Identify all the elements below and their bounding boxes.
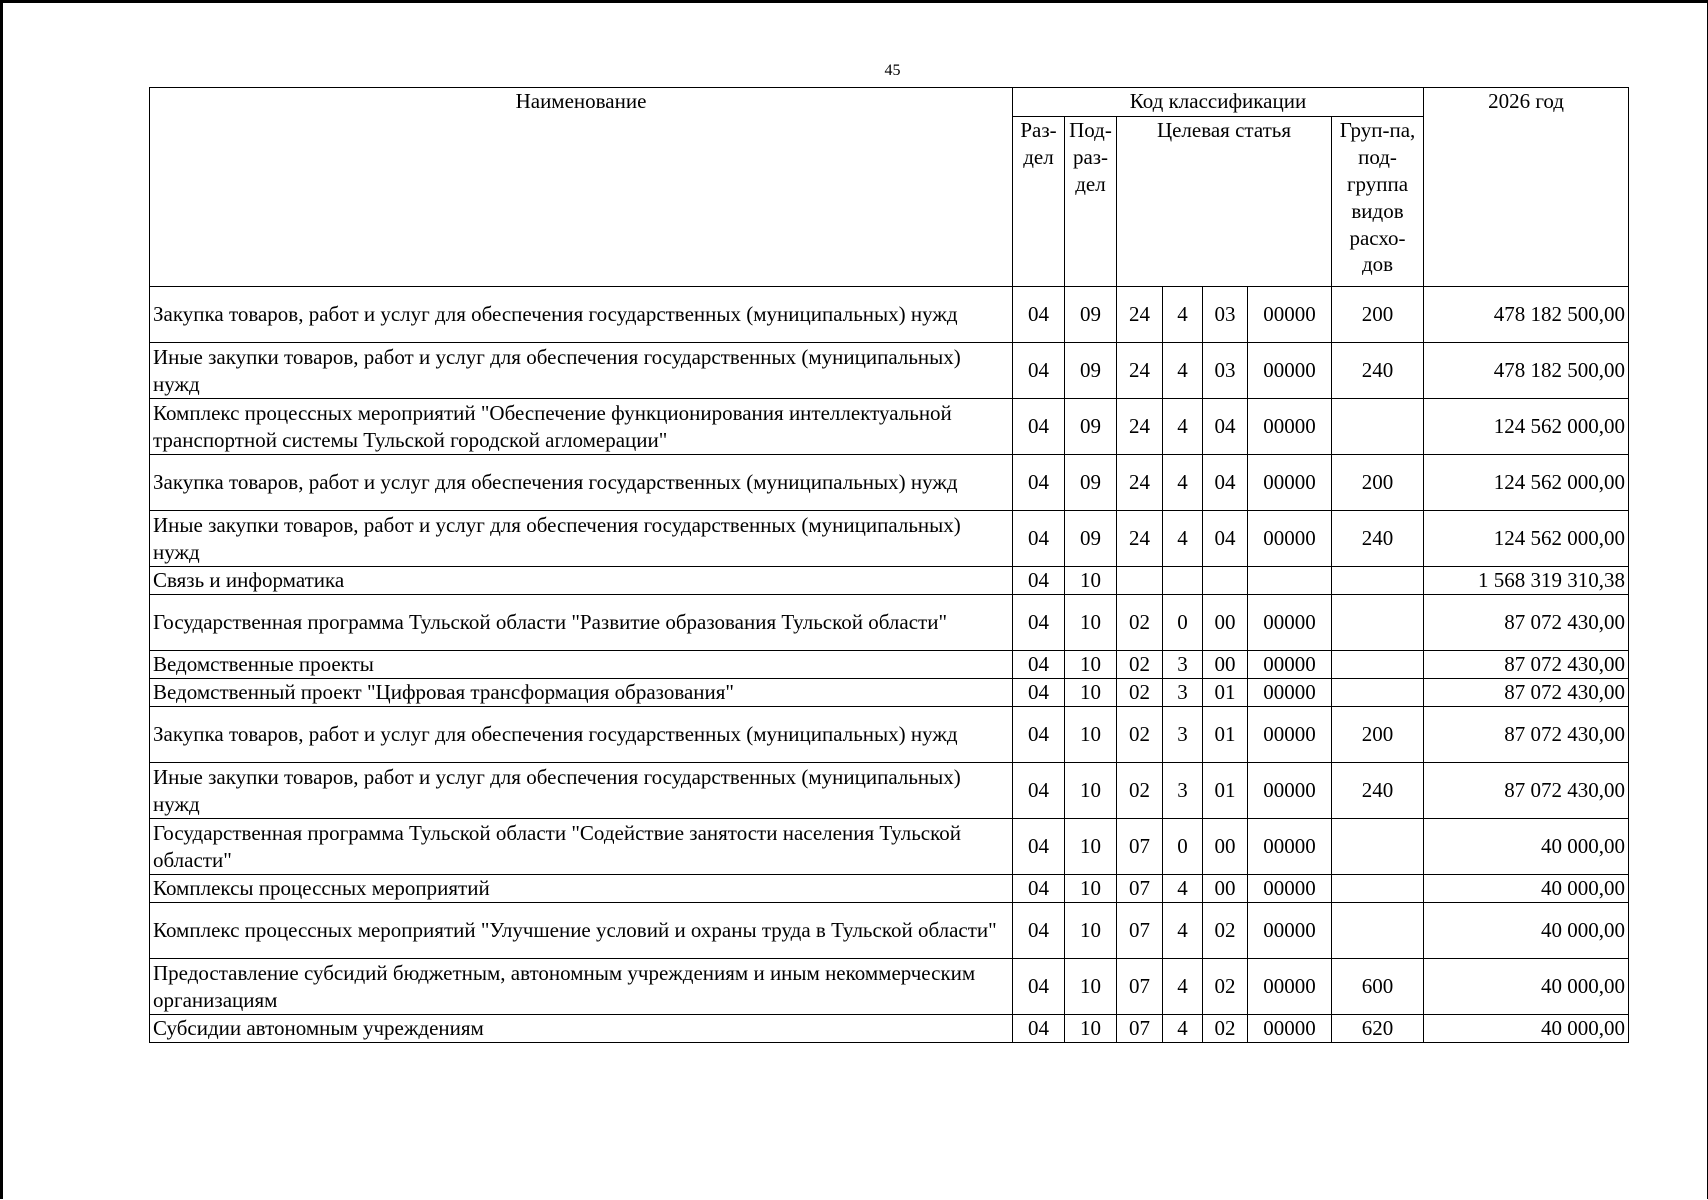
header-razdel: Раз-дел: [1013, 117, 1065, 287]
table-row: [150, 651, 1629, 679]
row-razdel: 04: [1013, 1015, 1065, 1043]
row-target-type: 4: [1163, 1015, 1203, 1043]
row-target-type: 0: [1163, 595, 1203, 651]
row-target-direction: 00000: [1248, 679, 1332, 707]
row-expense-group: 240: [1332, 511, 1424, 567]
row-name: Субсидии автономным учреждениям: [150, 1015, 1013, 1043]
header-code-classification: Код классификации: [1013, 88, 1424, 117]
row-razdel: 04: [1013, 287, 1065, 343]
row-amount: 87 072 430,00: [1424, 707, 1629, 763]
header-target-article: Целевая статья: [1117, 117, 1332, 287]
row-podrazdel: 09: [1065, 399, 1117, 455]
row-target-subprogram: [1203, 567, 1248, 595]
table-row: [150, 595, 1629, 651]
row-target-subprogram: 00: [1203, 875, 1248, 903]
table-row: [150, 1015, 1629, 1043]
row-name: Закупка товаров, работ и услуг для обеспечения государственных (муниципальных) нужд: [150, 455, 1013, 511]
table-header: [150, 88, 1629, 287]
row-expense-group: [1332, 819, 1424, 875]
row-amount: 40 000,00: [1424, 959, 1629, 1015]
row-target-program: 02: [1117, 763, 1163, 819]
row-target-program: 02: [1117, 651, 1163, 679]
row-target-direction: 00000: [1248, 399, 1332, 455]
row-target-program: 02: [1117, 595, 1163, 651]
row-amount: 87 072 430,00: [1424, 651, 1629, 679]
row-razdel: 04: [1013, 343, 1065, 399]
row-target-direction: 00000: [1248, 595, 1332, 651]
row-expense-group: [1332, 651, 1424, 679]
row-amount: 124 562 000,00: [1424, 511, 1629, 567]
row-name: Иные закупки товаров, работ и услуг для обеспечения государственных (муниципальных) нужд: [150, 511, 1013, 567]
row-target-type: 4: [1163, 455, 1203, 511]
header-name: Наименование: [150, 88, 1013, 287]
row-expense-group: 200: [1332, 455, 1424, 511]
row-amount: 40 000,00: [1424, 1015, 1629, 1043]
header-podrazdel: Под-раз-дел: [1065, 117, 1117, 287]
row-target-type: 4: [1163, 875, 1203, 903]
row-name: Государственная программа Тульской области "Содействие занятости населения Тульской области": [150, 819, 1013, 875]
row-target-type: 4: [1163, 399, 1203, 455]
row-target-program: 24: [1117, 455, 1163, 511]
table-row: [150, 875, 1629, 903]
row-target-direction: 00000: [1248, 959, 1332, 1015]
row-expense-group: [1332, 903, 1424, 959]
row-target-direction: 00000: [1248, 903, 1332, 959]
row-amount: 87 072 430,00: [1424, 763, 1629, 819]
row-target-program: 07: [1117, 819, 1163, 875]
row-target-program: 24: [1117, 399, 1163, 455]
row-target-program: 02: [1117, 679, 1163, 707]
row-target-subprogram: 02: [1203, 959, 1248, 1015]
row-amount: 478 182 500,00: [1424, 343, 1629, 399]
row-expense-group: [1332, 399, 1424, 455]
row-target-type: 4: [1163, 511, 1203, 567]
header-year: 2026 год: [1424, 88, 1629, 287]
row-razdel: 04: [1013, 651, 1065, 679]
table-row: [150, 567, 1629, 595]
row-target-direction: 00000: [1248, 875, 1332, 903]
row-target-subprogram: 04: [1203, 399, 1248, 455]
row-target-type: 3: [1163, 707, 1203, 763]
row-razdel: 04: [1013, 567, 1065, 595]
row-target-subprogram: 04: [1203, 511, 1248, 567]
page-number: 45: [884, 62, 901, 79]
row-expense-group: 240: [1332, 763, 1424, 819]
row-amount: 1 568 319 310,38: [1424, 567, 1629, 595]
row-podrazdel: 09: [1065, 287, 1117, 343]
row-razdel: 04: [1013, 455, 1065, 511]
table-row: [150, 903, 1629, 959]
row-target-program: 07: [1117, 903, 1163, 959]
row-target-direction: 00000: [1248, 511, 1332, 567]
row-target-direction: 00000: [1248, 651, 1332, 679]
row-target-subprogram: 01: [1203, 679, 1248, 707]
row-amount: 124 562 000,00: [1424, 399, 1629, 455]
row-name: Связь и информатика: [150, 567, 1013, 595]
row-target-subprogram: 02: [1203, 1015, 1248, 1043]
table-row: [150, 287, 1629, 343]
table-row: [150, 455, 1629, 511]
row-podrazdel: 09: [1065, 511, 1117, 567]
row-razdel: 04: [1013, 903, 1065, 959]
table-row: [150, 511, 1629, 567]
row-expense-group: [1332, 875, 1424, 903]
row-name: Комплекс процессных мероприятий "Обеспечение функционирования интеллектуальной транспортной системы Тульской городской агломерации": [150, 399, 1013, 455]
row-target-subprogram: 03: [1203, 343, 1248, 399]
row-target-direction: 00000: [1248, 287, 1332, 343]
row-name: Закупка товаров, работ и услуг для обеспечения государственных (муниципальных) нужд: [150, 707, 1013, 763]
row-expense-group: 200: [1332, 707, 1424, 763]
row-target-direction: 00000: [1248, 819, 1332, 875]
row-expense-group: 200: [1332, 287, 1424, 343]
row-target-type: 4: [1163, 287, 1203, 343]
row-podrazdel: 10: [1065, 679, 1117, 707]
row-target-direction: 00000: [1248, 1015, 1332, 1043]
row-podrazdel: 10: [1065, 1015, 1117, 1043]
row-target-program: 24: [1117, 343, 1163, 399]
row-expense-group: [1332, 679, 1424, 707]
row-target-program: 07: [1117, 959, 1163, 1015]
row-name: Государственная программа Тульской области "Развитие образования Тульской области": [150, 595, 1013, 651]
header-expense-group: Груп-па, под-группа видов расхо-дов: [1332, 117, 1424, 287]
row-podrazdel: 10: [1065, 903, 1117, 959]
row-name: Ведомственный проект "Цифровая трансформация образования": [150, 679, 1013, 707]
row-podrazdel: 10: [1065, 819, 1117, 875]
row-name: Ведомственные проекты: [150, 651, 1013, 679]
row-target-type: 3: [1163, 651, 1203, 679]
row-target-type: 3: [1163, 763, 1203, 819]
table-body: [150, 287, 1629, 1043]
row-razdel: 04: [1013, 679, 1065, 707]
row-razdel: 04: [1013, 875, 1065, 903]
row-amount: 40 000,00: [1424, 903, 1629, 959]
row-amount: 87 072 430,00: [1424, 595, 1629, 651]
row-amount: 87 072 430,00: [1424, 679, 1629, 707]
table-row: [150, 343, 1629, 399]
row-target-type: [1163, 567, 1203, 595]
row-name: Предоставление субсидий бюджетным, автономным учреждениям и иным некоммерческим организациям: [150, 959, 1013, 1015]
row-razdel: 04: [1013, 511, 1065, 567]
row-podrazdel: 10: [1065, 959, 1117, 1015]
row-target-program: 07: [1117, 875, 1163, 903]
row-podrazdel: 10: [1065, 651, 1117, 679]
row-razdel: 04: [1013, 959, 1065, 1015]
budget-table: [149, 87, 1629, 1043]
row-razdel: 04: [1013, 399, 1065, 455]
row-target-program: 24: [1117, 287, 1163, 343]
row-podrazdel: 10: [1065, 567, 1117, 595]
row-target-subprogram: 00: [1203, 651, 1248, 679]
row-target-type: 3: [1163, 679, 1203, 707]
row-target-program: 24: [1117, 511, 1163, 567]
row-target-subprogram: 04: [1203, 455, 1248, 511]
row-name: Иные закупки товаров, работ и услуг для обеспечения государственных (муниципальных) нужд: [150, 763, 1013, 819]
row-target-subprogram: 00: [1203, 595, 1248, 651]
row-target-subprogram: 03: [1203, 287, 1248, 343]
row-name: Комплексы процессных мероприятий: [150, 875, 1013, 903]
row-expense-group: [1332, 595, 1424, 651]
row-razdel: 04: [1013, 763, 1065, 819]
table-row: [150, 707, 1629, 763]
row-target-direction: [1248, 567, 1332, 595]
row-podrazdel: 10: [1065, 595, 1117, 651]
row-target-type: 4: [1163, 343, 1203, 399]
row-name: Закупка товаров, работ и услуг для обеспечения государственных (муниципальных) нужд: [150, 287, 1013, 343]
row-name: Комплекс процессных мероприятий "Улучшение условий и охраны труда в Тульской области": [150, 903, 1013, 959]
row-target-direction: 00000: [1248, 455, 1332, 511]
row-expense-group: [1332, 567, 1424, 595]
row-podrazdel: 10: [1065, 763, 1117, 819]
row-target-program: [1117, 567, 1163, 595]
row-target-subprogram: 02: [1203, 903, 1248, 959]
row-razdel: 04: [1013, 595, 1065, 651]
table-row: [150, 399, 1629, 455]
row-podrazdel: 10: [1065, 875, 1117, 903]
table-row: [150, 763, 1629, 819]
row-target-program: 02: [1117, 707, 1163, 763]
row-target-type: 4: [1163, 959, 1203, 1015]
row-target-direction: 00000: [1248, 343, 1332, 399]
row-name: Иные закупки товаров, работ и услуг для обеспечения государственных (муниципальных) нужд: [150, 343, 1013, 399]
row-amount: 124 562 000,00: [1424, 455, 1629, 511]
row-expense-group: 600: [1332, 959, 1424, 1015]
row-razdel: 04: [1013, 707, 1065, 763]
row-target-subprogram: 01: [1203, 763, 1248, 819]
row-amount: 40 000,00: [1424, 875, 1629, 903]
row-target-subprogram: 00: [1203, 819, 1248, 875]
row-razdel: 04: [1013, 819, 1065, 875]
row-expense-group: 240: [1332, 343, 1424, 399]
table-row: [150, 959, 1629, 1015]
table-row: [150, 679, 1629, 707]
row-target-program: 07: [1117, 1015, 1163, 1043]
row-amount: 478 182 500,00: [1424, 287, 1629, 343]
row-amount: 40 000,00: [1424, 819, 1629, 875]
row-expense-group: 620: [1332, 1015, 1424, 1043]
row-podrazdel: 10: [1065, 707, 1117, 763]
row-podrazdel: 09: [1065, 455, 1117, 511]
row-target-subprogram: 01: [1203, 707, 1248, 763]
table-row: [150, 819, 1629, 875]
row-target-type: 4: [1163, 903, 1203, 959]
row-target-direction: 00000: [1248, 763, 1332, 819]
row-podrazdel: 09: [1065, 343, 1117, 399]
row-target-direction: 00000: [1248, 707, 1332, 763]
row-target-type: 0: [1163, 819, 1203, 875]
